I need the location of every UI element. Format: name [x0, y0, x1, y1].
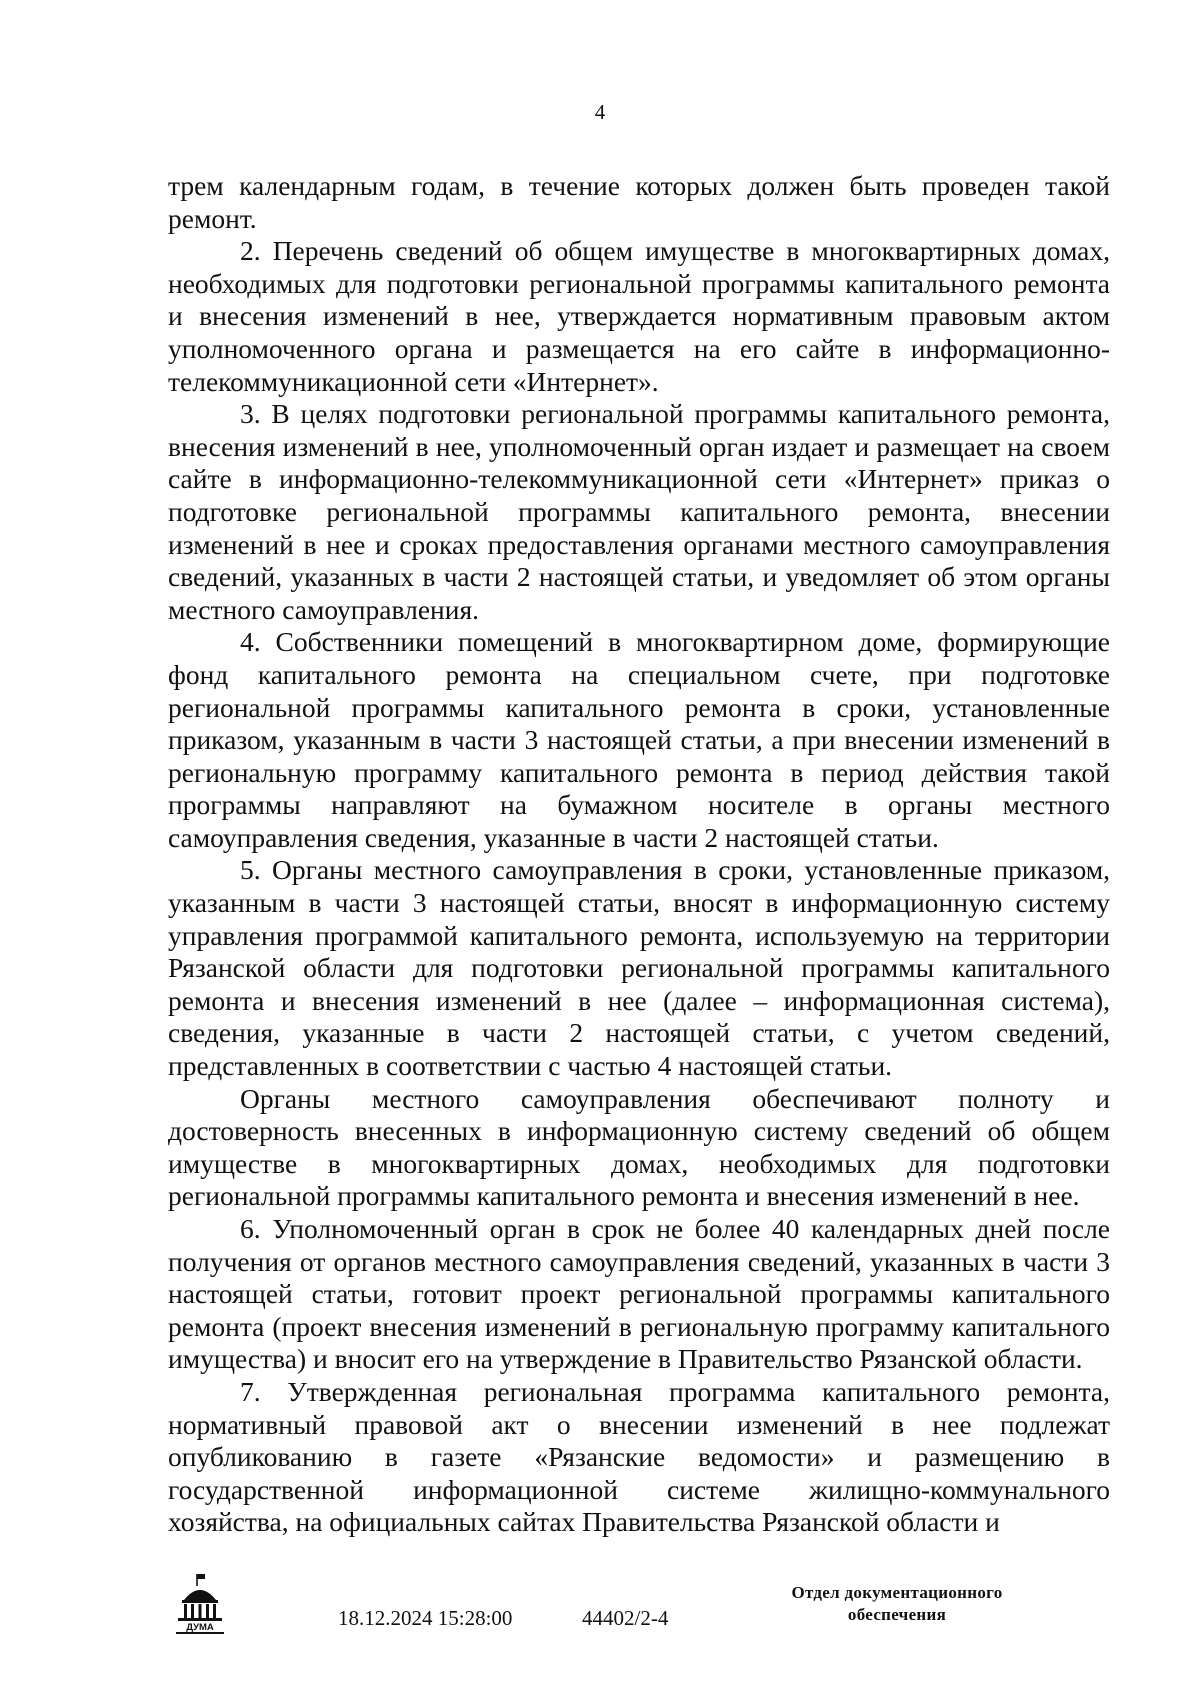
paragraph: Органы местного самоуправления обеспечивают полноту и достоверность внесенных в информационную систему сведений об общем имуществе в многоквартирных домах, необходимых для подготовки региональной программы капитального ремонта и внесения изменений в нее.	[168, 1082, 1110, 1212]
document-body	[168, 170, 1110, 1539]
footer-department	[742, 1582, 1052, 1626]
page-number: 4	[594, 100, 606, 124]
footer-document-number: 44402/2-4	[582, 1606, 669, 1630]
footer-department-line2: обеспечения	[847, 1605, 947, 1624]
footer-datetime: 18.12.2024 15:28:00	[338, 1606, 513, 1630]
paragraph: 5. Органы местного самоуправления в сроки, установленные приказом, указанным в части 3 настоящей статьи, вносят в информационную систему управления программой капитального ремонта, используемую на территории Рязанской области для подготовки региональной программы капитального ремонта и внесения изменений в нее (далее – информационная система), сведения, указанные в части 2 настоящей статьи, с учетом сведений, представленных в соответствии с частью 4 настоящей статьи.	[168, 854, 1110, 1082]
paragraph: трем календарным годам, в течение которых должен быть проведен такой ремонт.	[168, 170, 1110, 234]
footer-department-line1: Отдел документационного	[791, 1583, 1003, 1602]
paragraph: 4. Собственники помещений в многоквартирном доме, формирующие фонд капитального ремонта на специальном счете, при подготовке региональной программы капитального ремонта в сроки, установленные приказом, указанным в части 3 настоящей статьи, а при внесении изменений в региональную программу капитального ремонта в период действия такой программы направляют на бумажном носителе в органы местного самоуправления сведения, указанные в части 2 настоящей статьи.	[168, 626, 1110, 853]
paragraph: 2. Перечень сведений об общем имуществе в многоквартирных домах, необходимых для подготовки региональной программы капитального ремонта и внесения изменений в нее, утверждается нормативным правовым актом уполномоченного органа и размещается на его сайте в информационно-телекоммуникационной сети «Интернет».	[168, 235, 1110, 397]
duma-building-logo-icon	[174, 1572, 226, 1636]
paragraph: 6. Уполномоченный орган в срок не более 40 календарных дней после получения от органов местного самоуправления сведений, указанных в части 3 настоящей статьи, готовит проект региональной программы капитального ремонта (проект внесения изменений в региональную программу капитального имущества) и вносит его на утверждение в Правительство Рязанской области.	[168, 1213, 1110, 1375]
paragraph: 7. Утвержденная региональная программа капитального ремонта, нормативный правовой акт о внесении изменений в нее подлежат опубликованию в газете «Рязанские ведомости» и размещению в государственной информационной системе жилищно-коммунального хозяйства, на официальных сайтах Правительства Рязанской области и	[168, 1375, 1110, 1538]
paragraph: 3. В целях подготовки региональной программы капитального ремонта, внесения изменений в нее, уполномоченный орган издает и размещает на своем сайте в информационно-телекоммуникационной сети «Интернет» приказ о подготовке региональной программы капитального ремонта, внесении изменений в нее и сроках предоставления органами местного самоуправления сведений, указанных в части 2 настоящей статьи, и уведомляет об этом органы местного самоуправления.	[168, 398, 1110, 625]
logo-text: ДУМА	[186, 1622, 214, 1633]
